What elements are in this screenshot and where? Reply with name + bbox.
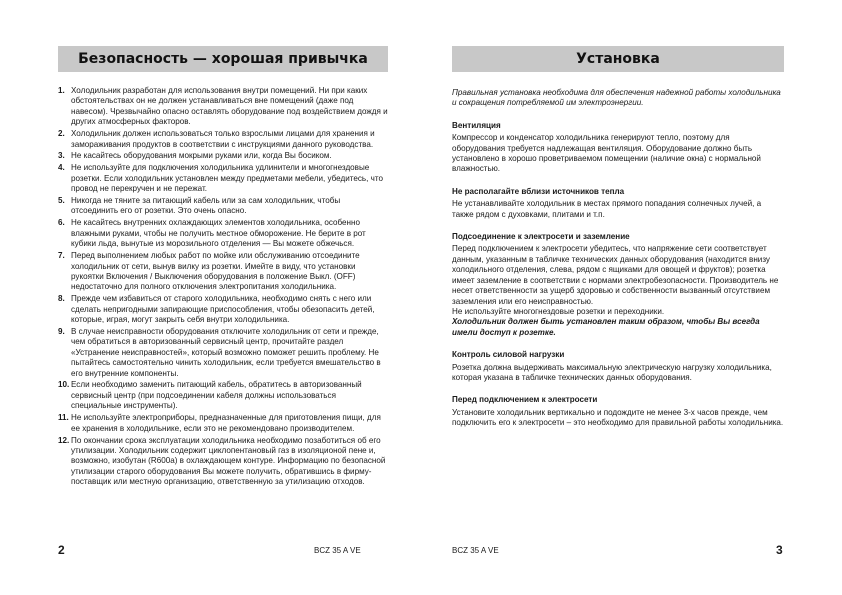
list-item-text: Если необходимо заменить питающий кабель, обратитесь в авторизованный сервисный центр (при подсоединении кабеля должны использоваться специальные инструменты).	[71, 380, 362, 411]
section-body	[452, 199, 784, 220]
safety-list-item	[58, 151, 388, 161]
page-number-right: 3	[776, 543, 783, 557]
safety-list-item	[58, 251, 388, 293]
section-text: Перед подключением к электросети убедитесь, что напряжение сети соответствует данным, указанным в табличке технических данных оборудования (находится внизу холодильного отделения, слева, рядом с ящиками для овощей и фруктов); розетка имеет заземление в соответствии с нормами электробезопасности. Производитель не несет ответственности за ущерб здоровью и собственности вызванный отсутствием заземления или его неисправностью. Не используйте многогнездовые розетки и переходники.	[452, 244, 779, 316]
safety-list-item	[58, 380, 388, 411]
list-item-number: 9.	[58, 326, 65, 336]
list-item-text: Прежде чем избавиться от старого холодильника, необходимо снять с него или сделать непригодными запирающие приспособления, чтобы обезопасить детей, которые, играя, могут закрыть себя внутри холодильника.	[71, 294, 375, 325]
section-emphasis: Холодильник должен быть установлен таким образом, чтобы Вы всегда имели доступ к розетке.	[452, 317, 760, 337]
section-heading: Вентиляция	[452, 120, 501, 130]
list-item-number: 4.	[58, 163, 65, 173]
list-item-text: Не используйте для подключения холодильника удлинители и многогнездовые розетки. Если холодильник установлен между предметами мебели, убедитесь, что провод не перекручен и не пережат.	[71, 163, 383, 194]
section-heading: Не располагайте вблизи источников тепла	[452, 186, 625, 196]
list-item-number: 8.	[58, 294, 65, 304]
section-heading: Подсоединение к электросети и заземление	[452, 232, 630, 242]
safety-list-item	[58, 436, 388, 488]
section-body	[452, 244, 784, 338]
list-item-number: 1.	[58, 86, 65, 95]
section-heading: Перед подключением к электросети	[452, 395, 598, 405]
list-item-number: 7.	[58, 251, 65, 261]
section-text: Розетка должна выдерживать максимальную электрическую нагрузку холодильника, которая указана в табличке технических данных оборудования.	[452, 362, 772, 382]
list-item-number: 3.	[58, 151, 65, 161]
section-body	[452, 408, 784, 429]
list-item-text: Не касайтесь внутренних охлаждающих элементов холодильника, особенно влажными руками, чтобы не получить местное обморожение. Не берите в рот кубики льда, вынутые из морозильного отделения — Вы можете обжечься.	[71, 218, 366, 249]
safety-list-item	[58, 86, 388, 128]
list-item-number: 2.	[58, 129, 65, 139]
safety-list-item	[58, 163, 388, 194]
safety-list-item	[58, 218, 388, 249]
safety-list-item	[58, 327, 388, 379]
section-body	[452, 133, 784, 175]
safety-list-item	[58, 129, 388, 150]
list-item-number: 5.	[58, 196, 65, 206]
list-item-number: 6.	[58, 218, 65, 228]
installation-content	[452, 88, 784, 441]
list-item-text: Холодильник разработан для использования внутри помещений. Ни при каких обстоятельствах он не должен устанавливаться вне помещений (даже под навесом). Чрезвычайно опасно оставлять оборудование под воздействием дождя и других атмосферных факторов.	[71, 86, 388, 127]
list-item-number: 12.	[58, 435, 70, 445]
list-item-number: 11.	[58, 413, 69, 423]
list-item-text: Не используйте электроприборы, предназначенные для приготовления пищи, для ее хранения в холодильнике, если это не рекомендовано производителем.	[71, 413, 381, 433]
section-text: Компрессор и конденсатор холодильника генерируют тепло, поэтому для оборудования требуется надлежащая вентиляция. Оборудование должно быть установлено в хорошо проветриваемом помещении (наличие окна) с нормальной влажностью.	[452, 133, 761, 174]
safety-list-item	[58, 196, 388, 217]
safety-list-item	[58, 294, 388, 325]
list-item-text: Перед выполнением любых работ по мойке или обслуживанию отсоедините холодильник от сети, вынув вилку из розетки. Имейте в виду, что установки рукоятки Включения / Выключения оборудования в положение Выкл. (OFF) недостаточно для полного отключения электропитания холодильника.	[71, 251, 360, 292]
section-body	[452, 363, 784, 384]
section-heading: Контроль силовой нагрузки	[452, 350, 565, 360]
installation-intro: Правильная установка необходима для обеспечения надежной работы холодильника и сокращения потребляемой им электроэнергии.	[452, 88, 781, 108]
footer-model-right: BCZ 35 A VE	[452, 546, 499, 555]
list-item-text: Никогда не тяните за питающий кабель или за сам холодильник, чтобы отсоединить его от розетки. Это очень опасно.	[71, 196, 341, 216]
list-item-text: Не касайтесь оборудования мокрыми руками или, когда Вы босиком.	[71, 151, 332, 161]
page-title-installation: Установка	[452, 46, 784, 72]
safety-list-item	[58, 413, 388, 434]
list-item-text: По окончании срока эксплуатации холодильника необходимо позаботиться об его утилизации. Холодильник содержит циклопентановый газ в изоляционой пене и, возможно, изобутан (R600a) в охлаждающем контуре. Информацию по безопасной утилизации старого оборудования Вы можете получить, обратившись в фирму-поставщик или местную организацию, ответственную за утилизацию отходов.	[71, 435, 386, 487]
list-item-number: 10.	[58, 380, 70, 390]
section-text: Не устанавливайте холодильник в местах прямого попадания солнечных лучей, а также рядом с духовками, плитами и т.п.	[452, 199, 762, 219]
list-item-text: Холодильник должен использоваться только взрослыми лицами для хранения и замораживания продуктов в соответствии с инструкциями данного руководства.	[71, 129, 375, 149]
section-text: Установите холодильник вертикально и подождите не менее 3-х часов прежде, чем подключить его к электросети – это необходимо для правильной работы холодильника.	[452, 407, 784, 428]
footer-model-left: BCZ 35 A VE	[314, 546, 361, 555]
list-item-text: В случае неисправности оборудования отключите холодильник от сети и прежде, чем обратиться в авторизованный сервисный центр, прочитайте раздел «Устранение неисправностей», который возможно поможет решить проблему. Не пытайтесь самостоятельно чинить холодильник, если требуется вмешательство в его внутренние компоненты.	[71, 326, 381, 378]
safety-list	[58, 86, 388, 489]
page-title-safety: Безопасность — хорошая привычка	[58, 46, 388, 72]
page-number-left: 2	[58, 543, 65, 557]
installation-sections	[452, 121, 784, 429]
